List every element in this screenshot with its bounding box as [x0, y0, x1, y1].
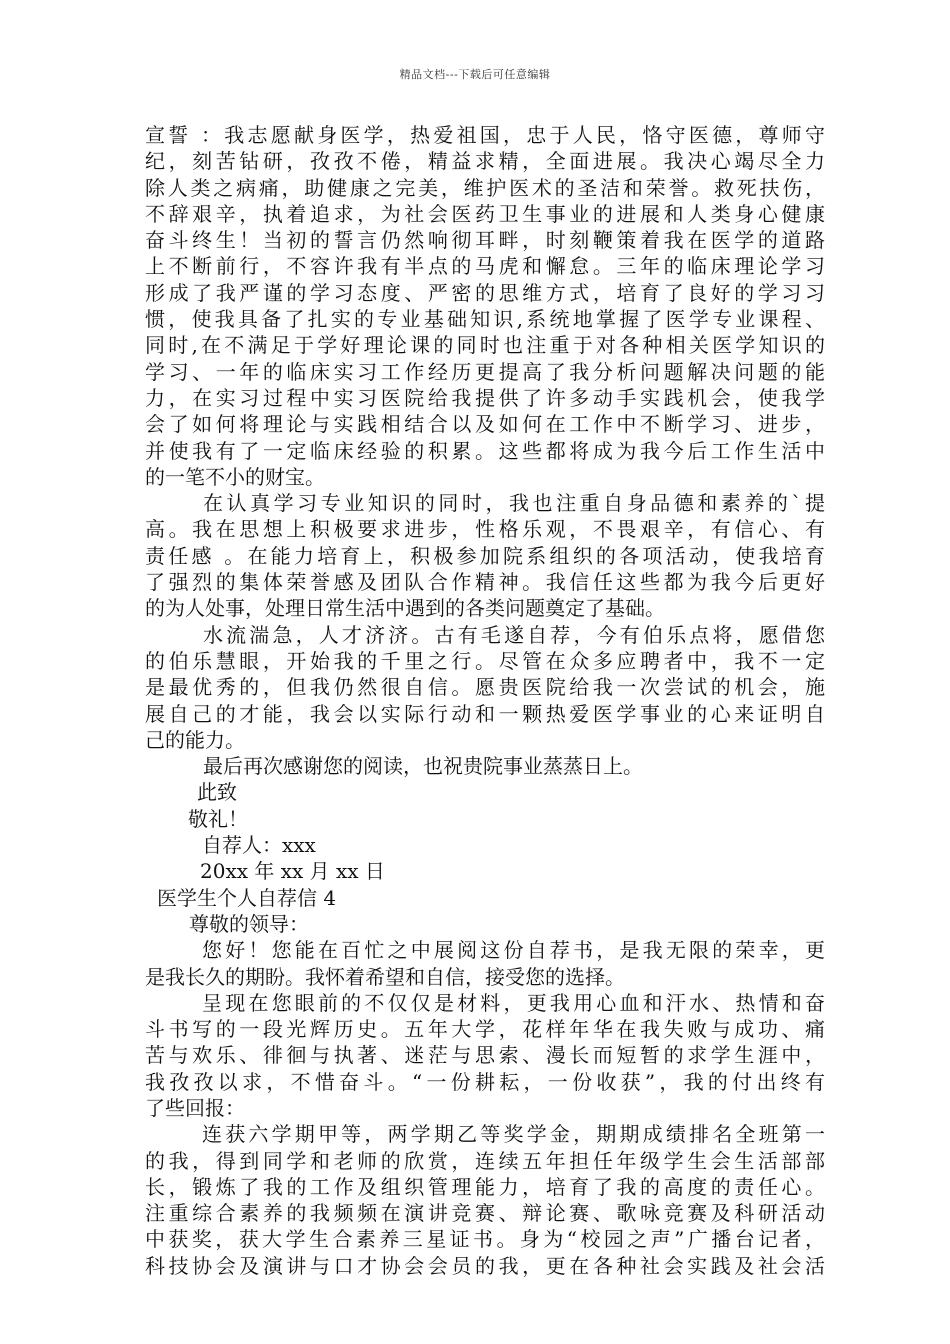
page-header: 精品文档---下载后可任意编辑 [399, 68, 551, 81]
text-line: 尊敬的领导： [189, 911, 309, 936]
text-line: 自荐人：xxx [202, 833, 316, 858]
text-line: 责任感 。在能力培育上，积极参加院系组织的各项活动，使我培育 [145, 543, 825, 568]
text-line: 医学生个人自荐信 4 [157, 885, 337, 910]
text-line: 展自己的才能，我会以实际行动和一颗热爱医学事业的心来证明自 [145, 701, 825, 726]
text-line: 己的能力。 [145, 727, 245, 752]
text-line: 形成了我严谨的学习态度、严密的思维方式，培育了良好的学习习 [145, 280, 825, 305]
text-line: 最后再次感谢您的阅读，也祝贵院事业蒸蒸日上。 [203, 754, 643, 779]
text-line: 在认真学习专业知识的同时，我也注重自身品德和素养的`提 [203, 491, 825, 516]
text-line: 惯，使我具备了扎实的专业基础知识,系统地掌握了医学专业课程、 [145, 307, 825, 332]
text-line: 敬礼！ [188, 806, 248, 831]
text-line: 除人类之病痛，助健康之完美，维护医术的圣洁和荣誉。救死扶伤， [145, 175, 825, 200]
text-line: 20xx 年 xx 月 xx 日 [200, 859, 385, 884]
text-line: 宣誓 ：我志愿献身医学，热爱祖国，忠于人民，恪守医德，尊师守 [145, 123, 825, 147]
text-line: 上不断前行，不容许我有半点的马虎和懈怠。三年的临床理论学习 [145, 254, 825, 279]
text-line: 纪，刻苦钻研，孜孜不倦，精益求精，全面进展。我决心竭尽全力 [145, 149, 825, 174]
text-line: 苦与欢乐、徘徊与执著、迷茫与思索、漫长而短暂的求学生涯中， [145, 1043, 825, 1068]
document-body [145, 122, 825, 1279]
text-line: 了些回报： [145, 1095, 245, 1120]
text-line: 的一笔不小的财宝。 [145, 464, 325, 489]
text-line: 奋斗终生！当初的誓言仍然响彻耳畔，时刻鞭策着我在医学的道路 [145, 228, 825, 253]
text-line: 中获奖，获大学生合素养三星证书。身为“校园之声”广播台记者， [145, 1227, 825, 1252]
text-line: 并使我有了一定临床经验的积累。这些都将成为我今后工作生活中 [145, 438, 825, 463]
text-line: 连获六学期甲等，两学期乙等奖学金，期期成绩排名全班第一 [202, 1122, 825, 1147]
text-line: 力，在实习过程中实习医院给我提供了许多动手实践机会，使我学 [145, 385, 825, 410]
text-line: 水流湍急，人才济济。古有毛遂自荐，今有伯乐点将，愿借您 [203, 622, 825, 647]
text-line: 注重综合素养的我频频在演讲竞赛、辩论赛、歌咏竞赛及科研活动 [145, 1201, 825, 1226]
text-line: 学习、一年的临床实习工作经历更提高了我分析问题解决问题的能 [145, 359, 825, 384]
text-line: 我孜孜以求，不惜奋斗。“一份耕耘，一份收获”，我的付出终有 [145, 1069, 825, 1094]
text-line: 同时,在不满足于学好理论课的同时也注重于对各种相关医学知识的 [145, 333, 825, 358]
text-line: 此致 [197, 780, 237, 805]
text-line: 长，锻炼了我的工作及组织管理能力，培育了我的高度的责任心。 [145, 1174, 825, 1199]
text-line: 的伯乐慧眼，开始我的千里之行。尽管在众多应聘者中，我不一定 [145, 648, 825, 673]
text-line: 您好！您能在百忙之中展阅这份自荐书，是我无限的荣幸，更 [202, 938, 825, 963]
text-line: 斗书写的一段光辉历史。五年大学，花样年华在我失败与成功、痛 [145, 1017, 825, 1042]
text-line: 了强烈的集体荣誉感及团队合作精神。我信任这些都为我今后更好 [145, 570, 825, 595]
text-line: 是我长久的期盼。我怀着希望和自信，接受您的选择。 [145, 964, 625, 989]
text-line: 高。我在思想上积极要求进步，性格乐观，不畏艰辛，有信心、有 [145, 517, 825, 542]
text-line: 科技协会及演讲与口才协会会员的我，更在各种社会实践及社会活 [145, 1253, 825, 1278]
text-line: 是最优秀的，但我仍然很自信。愿贵医院给我一次尝试的机会，施 [145, 675, 825, 700]
text-line: 呈现在您眼前的不仅仅是材料，更我用心血和汗水、热情和奋 [202, 990, 825, 1015]
text-line: 会了如何将理论与实践相结合以及如何在工作中不断学习、进步， [145, 412, 825, 437]
text-line: 的为人处事，处理日常生活中遇到的各类问题奠定了基础。 [145, 596, 665, 621]
text-line: 的我，得到同学和老师的欣赏，连续五年担任年级学生会生活部部 [145, 1148, 825, 1173]
text-line: 不辞艰辛，执着追求，为社会医药卫生事业的进展和人类身心健康 [145, 201, 825, 226]
